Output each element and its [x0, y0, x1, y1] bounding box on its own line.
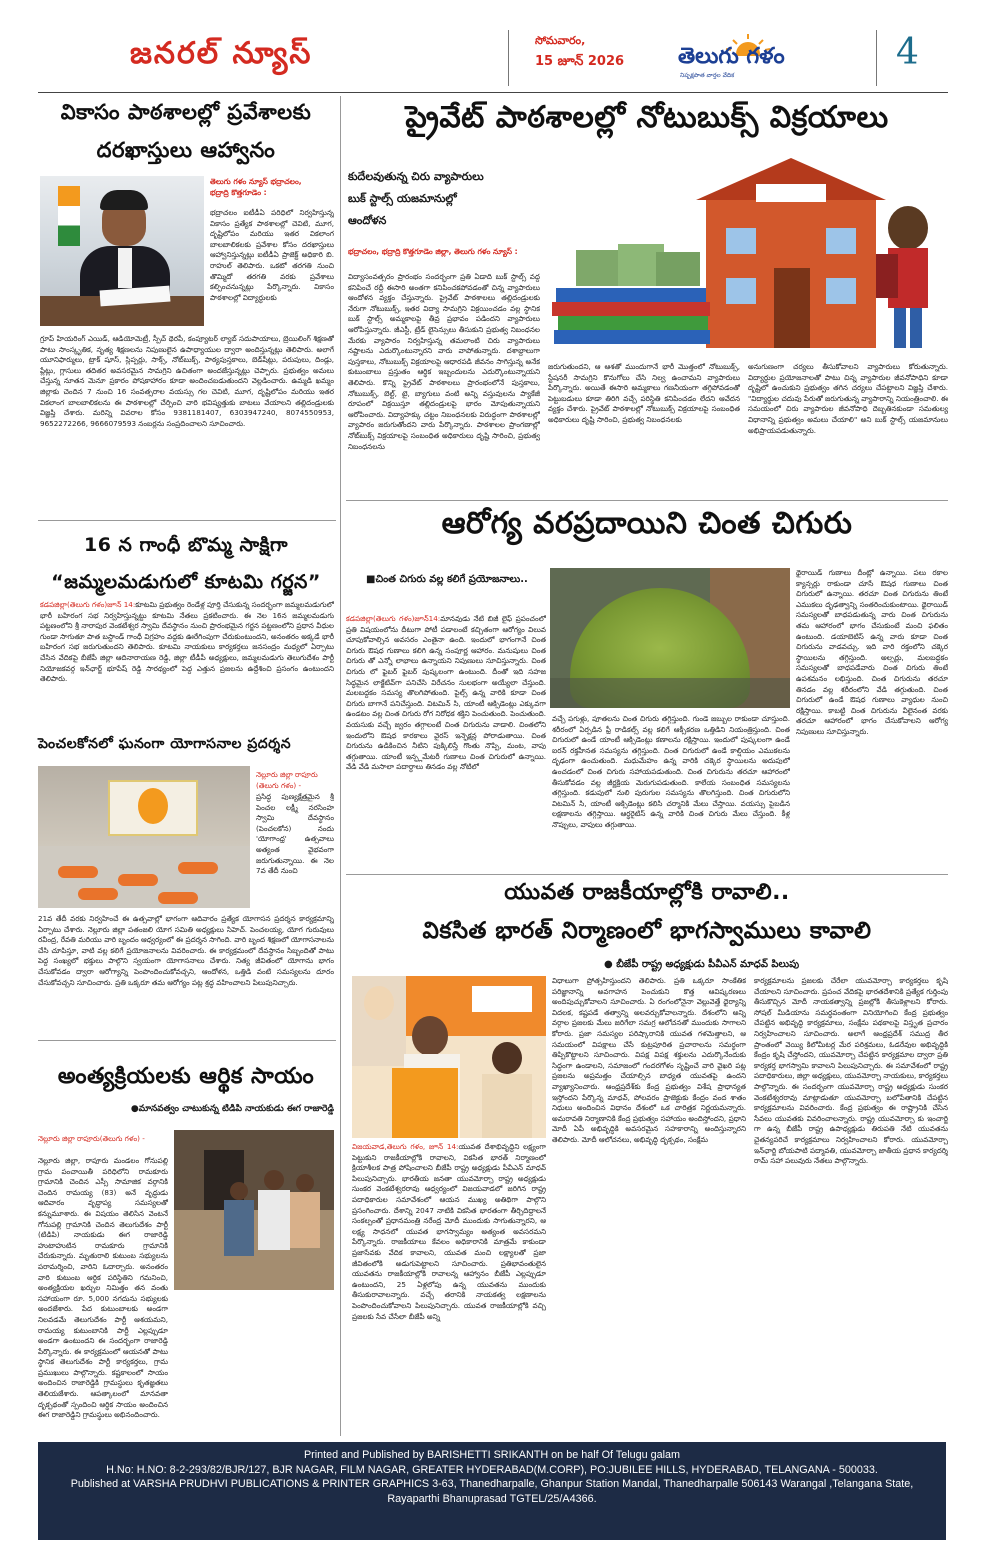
issue-date — [535, 34, 655, 72]
article-funeral — [38, 1046, 334, 1436]
bjp-col1 — [352, 1142, 546, 1436]
officer-photo — [40, 176, 204, 326]
bjp-event-photo — [352, 976, 546, 1138]
funeral-headline: అంత్యక్రియలకు ఆర్థిక సాయం — [57, 1064, 315, 1089]
vikasam-headline-1: వికాసం పాఠశాలల్లో ప్రవేశాలకు — [60, 100, 312, 124]
article-notebooks — [346, 96, 948, 498]
imprint-line-2: H.No: H.NO: 8-2-293/82/BJR/127, BJR NAGAR, FILM NAGAR, GREATER HYDERABAD(M.CORP), PO:JUBILEE HILLS, HYDERABAD, TELANGANA - 500033. — [106, 1463, 878, 1476]
notebooks-subhead-3: ఆందోళన — [348, 214, 387, 227]
tamarind-leaves-photo — [550, 568, 790, 708]
bjp-subhead: ● బీజేపీ రాష్ట్ర అధ్యక్షుడు పీవీఎన్ మాధవ్ పిలుపు — [604, 959, 800, 970]
kutami-headline-1: 16 న గాంధీ బొమ్మ సాక్షిగా — [84, 534, 288, 556]
funeral-photo — [174, 1130, 334, 1290]
issue-date-text: 15 జూన్ 2026 — [535, 54, 625, 69]
vikasam-byline-1: తెలుగు గళం న్యూస్ భద్రాచలం, — [210, 177, 302, 186]
imprint-line-3: Published at VARSHA PRUDHVI PUBLICATIONS & PRINTER GRAPHICS 3-63, Thanedharpalle, Ghanpur Station Mandal, Thanedharpalle 506143 Warangal ,Telangana State, — [70, 1478, 914, 1490]
notebooks-col2: జరుగుతుందని, ఆ ఆశతో ముందుగానే భారీ మొత్తంలో నోటుబుక్స్, స్టేషనరీ సామగ్రిని కొనుగోలు చేసి నిల్వ ఉంచామని వ్యాపారులు పేర్కొన్నారు. అయితే ఈసారి అమ్మకాలు గణనీయంగా తగ్గిపోవడంతో పెట్టుబడులు కూడా తిరిగి వచ్చే పరిస్థితి కనిపించడం లేదని ఆవేదన వ్యక్తం చేశారు. ప్రైవేట్ పాఠశాలల్లో నోటుబుక్స్ విక్రయాలపై సంబంధిత అధికారులు దృష్టి సారించి, ప్రభుత్వ నిబంధనలకు — [548, 362, 740, 424]
masthead — [38, 28, 948, 90]
yoga-body-right: ప్రసిద్ధ పుణ్యక్షేత్రమైన శ్రీ పెంచల లక్ష్మీ నరసింహ స్వామి దేవస్థానం (పెంచలకోన) నందు 'యోగాంధ్ర' ఉత్సవాలు అత్యంత వైభవంగా జరుగుతున్నాయి. ఈ నెల 7వ తేదీ నుంచి — [256, 792, 334, 876]
chintha-col2: వచ్చే పగుళ్లు, పూతలను చింత చిగురు తగ్గిస్తుంది. గుండె జబ్బుల రాకుండా చూస్తుంది. శరీరంలో ఏర్పడిన ఫ్రీ రాడికల్స్ వల్ల కలిగే ఆక్సీకరణ ఒత్తిడిని నియంత్రిస్తుంది. చింత చిగురులో ఉండే యాంటీ ఆక్సిడెంట్లు కణాలను రక్షిస్తాయి. ఇందులో పుష్కలంగా ఉండే ఐరన్ రక్తహీనత సమస్యను తగ్గిస్తుంది. చింత చిగురులో ఉండే కాల్షియం ఎముకలను దృఢంగా ఉంచుతుంది. మధుమేహం ఉన్న వారికి చక్కెర స్థాయిలను అదుపులో ఉంచడంలో చింత చిగురు సహాయపడుతుంది. చింత చిగురును తరచూ ఆహారంలో తీసుకోవడం వల్ల జీర్ణక్రియ మెరుగుపడుతుంది. కాలేయ సంబంధిత సమస్యలను తగ్గిస్తుంది. కడుపులో నులి పురుగుల సమస్యను తొలగిస్తుంది. చింత చిగురులోని విటమిన్ సి, యాంటీ ఆక్సిడెంట్లు కలిసి చర్మానికి మేలు చేస్తాయి. వయస్సు పైబడిన లక్షణాలను తగ్గిస్తాయి. ఆర్థరైటిస్ ఉన్న వారికి చింత చిగురు మేలు చేస్తుంది. కీళ్ల నొప్పులు, వాపులు తగ్గుతాయి. — [552, 714, 790, 829]
notebooks-subhead-1: కుదేలవుతున్న చిరు వ్యాపారులు — [348, 170, 484, 183]
article-bjp — [346, 880, 948, 1436]
logo-text: తెలుగు గళం — [678, 44, 785, 69]
bjp-col3: కార్యక్రమాలను ప్రజలకు చేరేలా యువమోర్చా కార్యకర్తలు కృషి చేయాలని సూచించారు. ప్రపంచ వేదికపై భారతదేశానికి ప్రత్యేక గుర్తింపు తీసుకొచ్చిన మోదీ నాయకత్వాన్ని ప్రజల్లోకి తీసుకెళ్లాలని కోరారు. సోషల్ మీడియాను సమర్థవంతంగా వినియోగించి కేంద్ర ప్రభుత్వం చేపట్టిన అభివృద్ధి కార్యక్రమాలు, సంక్షేమ పథకాలపై విస్తృత ప్రచారం నిర్వహించాలని సూచించారు. అలాగే ఆంధ్రప్రదేశ్ సముద్ర తీర ప్రాంతంలో వెయ్యి కిలోమీటర్ల మేర పరిశ్రమలు, ఓడరేవుల అభివృద్ధికి కేంద్రం కృషి చేస్తోందని, యువమోర్చా చేపట్టిన కార్యక్రమాల ద్వారా ప్రతి కార్యకర్త భాగస్వామి కావాలని పిలుపునిచ్చారు. ఈ సమావేశంలో రాష్ట్ర పదాధికారులు, జిల్లా అధ్యక్షులు, యువమోర్చా నాయకులు, కార్యకర్తలు పాల్గొన్నారు. ఈ సందర్భంగా యువమోర్చా రాష్ట్ర అధ్యక్షుడు సుంకర వెంకటేశ్వరరావు మాట్లాడుతూ యువమోర్చా బలోపేతానికి చేపట్టిన కార్యక్రమాలను వివరించారు. కేంద్ర ప్రభుత్వం ఈ రాష్ట్రానికి చేసిన సేవలు యువతకు వివరించాలన్నారు. రాష్ట్ర యువమోర్చా కు ఇంచార్జి గా ఉన్న బీజేపీ రాష్ట్ర ఉపాధ్యక్షుడు తిరుపతి నేటి యువతను చైతన్యపరిచే కార్యక్రమాలు నిర్వహించాలని కోరారు. యువమోర్చా ఇన్‌ఛార్జి బోయపాటి పద్మావతి, యువమోర్చా జాతీయ ప్రధాన కార్యదర్శి రామ్ సహా పలువురు నేతలు పాల్గొన్నారు. — [754, 976, 948, 1166]
bjp-headline-2: వికసిత భారత్ నిర్మాణంలో భాగస్వాములు కావాలి — [422, 918, 872, 944]
chintha-dateline: కడపజిల్లా(తెలుగు గళం)జూన్14: — [346, 614, 441, 623]
yoga-body: 21వ తేదీ వరకు నిర్వహించే ఈ ఉత్సవాల్లో భాగంగా ఆదివారం ప్రత్యేక యోగాసన ప్రదర్శన కార్యక్రమాన్ని ఏర్పాటు చేశారు. నెల్లూరు జిల్లా పతంజలి యోగ సమితి అధ్యక్షులు సిహెచ్. పెంచలయ్య, యోగ గురువులు రవీంద్ర, రేవతి మరియు వారి బృందం ఆధ్వర్యంలో ఈ ప్రదర్శన సాగింది. వారి బృంద శిక్షణలో యోగాసనాలను చేసి చూపిస్తూ, వాటి వల్ల కలిగే ప్రయోజనాలను వివరించారు. ఈ కార్యక్రమంలో దేవస్థానం సిబ్బందితో పాటు పెద్ద సంఖ్యలో భక్తులు పాల్గొని స్వయంగా యోగాసనాలు చేశారు. నిత్య జీవితంలో యోగాను భాగం చేసుకోవడం ద్వారా ఆరోగ్యాన్ని పెంపొందించుకోవచ్చని, ఆందోళన, ఒత్తిడి వంటి సమస్యలను దూరం చేసుకోవచ్చని సూచించారు. ప్రతి ఒక్కరూ తమ ఆరోగ్యం పట్ల శ్రద్ధ వహించాలని పిలుపునిచ్చారు. — [38, 914, 334, 987]
issue-day: సోమవారం, — [535, 34, 586, 47]
chintha-col1 — [346, 614, 546, 840]
newspaper-logo — [678, 32, 848, 82]
chintha-col3: థైరాయిడ్ గుణాలు దీంట్లో ఉన్నాయి. పలు రకాల క్యాన్సర్లు రాకుండా చూసే ఔషధ గుణాలు చింత చిగురులో ఉన్నాయి. తరచూ చింత చిగురును తింటే ఎముకలు దృఢత్వాన్ని సంతరించుకుంటాయి. థైరాయిడ్ సమస్యలతో బాధపడుతున్న వారు చింత చిగురును తమ ఆహారంలో భాగం చేసుకుంటే మంచి ఫలితం ఉంటుంది. డయాబెటిస్ ఉన్న వారు కూడా చింత చిగురును వాడవచ్చు. ఇది వారి రక్తంలోని చక్కెర స్థాయిలను తగ్గిస్తుంది. అల్సర్లు, మలబద్ధకం సమస్యలతో బాధపడేవారు చింత చిగురు తింటే ఉపశమనం లభిస్తుంది. చింత చిగురును తరచూ తినడం వల్ల శరీరంలోని వేడి తగ్గుతుంది. చింత చిగురులో ఉండే ఔషధ గుణాలు వ్యాధుల నుంచి రక్షిస్తాయి. కాబట్టి చింత చిగురును వీలైనంత వరకు తరచూ ఆహారంలో భాగం చేసుకోవాలని ఆరోగ్య నిపుణులు సూచిస్తున్నారు. — [796, 568, 948, 736]
school-building-icon — [546, 158, 948, 354]
section-title: జనరల్ న్యూస్ — [130, 36, 313, 71]
funeral-dateline: నెల్లూరు జిల్లా రాపూరు(తెలుగు గళం) - — [38, 1134, 145, 1143]
notebooks-byline: భద్రాచలం, భద్రాద్రి కొత్తగూడెం జిల్లా, తెలుగు గళం న్యూస్ : — [348, 247, 518, 256]
vikasam-body: గ్రూప్ హియరింగ్ ఎయిడ్, ఆడియోమెట్రీ, స్పీచ్ థెరపీ, కంప్యూటర్ ల్యాబ్ సదుపాయాలు, బ్రెయిలింగ్ శిక్షణతో పాటు సాంస్కృతిక, నృత్య శిక్షణలను నిపుణులైన ఉపాధ్యాయుల ద్వారా అందిస్తున్నట్లు తెలిపారు. అలాగే యూనిఫార్ములు, ట్రాక్ షూస్, స్లిప్పర్లు, సాక్స్, నోట్‌బుక్స్, పాఠ్యపుస్తకాలు, బెడ్‌షీట్లు, పరుపులు, దిండ్లు, ప్లేట్లు, గ్లాసులు తదితర అవసరమైన సామగ్రిని ఉచితంగా అందజేస్తున్నట్లు చెప్పారు. ప్రభుత్వం అమలు చేస్తున్న నూతన మెనూ ప్రకారం పోషకాహారం కూడా అందించబడుతుందని వెల్లడించారు. ఉమ్మడి ఖమ్మం జిల్లాకు చెందిన 7 నుంచి 16 సంవత్సరాల వయస్సు గల చెవిటి, మూగ, దృష్టిలోపం మరియు ఇతర వికలాంగ బాలబాలికలను ఈ పాఠశాలల్లో చేర్పించి వారి భవిష్యత్తుకు బాటలు వేయాలని తల్లిదండ్రులకు విజ్ఞప్తి చేశారు. మరిన్ని వివరాల కోసం 9381181407, 6303947240, 8074550953, 9652272266, 9666079593 నంబర్లను సంప్రదించాలని సూచించారు. — [40, 334, 334, 428]
bjp-col2: విధాలుగా ప్రోత్సహిస్తుందని తెలిపారు. ప్రతి ఒక్కరూ సాంకేతిక పరిజ్ఞానాన్ని అవగాహన పెంచుకుని కొత్త ఆవిష్కరణలు అందిపుచ్చుకోవాలని సూచించారు. ఏ రంగంలోనైనా వెల్లువెత్తే ధైర్యాన్ని విదలక, కష్టపడే తత్వాన్ని అలవర్చుకోవాలన్నారు. దేశంలోని అన్ని వర్గాల ప్రజలకు మేలు జరిగేలా సమగ్ర ఆలోచనతో ముందుకు సాగాలని కోరారు. ప్రజా సమస్యల పరిష్కారానికి యువత గళమెత్తాలని, ఆ సమయంలో విపక్షాలు చేసే కుట్రపూరిత ప్రచారాలను సమర్థంగా తిప్పికొట్టాలని సూచించారు. విపక్ష విపక్ష శక్తులను ఎదుర్కొనేందుకు సిద్ధంగా ఉండాలని, సమాజంలో గందరగోళం సృష్టించే వారి వైఖరి పట్ల ప్రజలను అప్రమత్తం చేయాల్సిన బాధ్యత యువతపై ఉందని వ్యాఖ్యానించారు. ఆంధ్రప్రదేశ్‌కు కేంద్ర ప్రభుత్వం విశేష ప్రాధాన్యత ఇస్తోందని పేర్కొన్న మాధవ్, పోలవరం ప్రాజెక్టుకు కేంద్రం వంద శాతం నిధులు అందించిన విధానం దేశంలో ఒక చారిత్రక నిర్ణయమన్నారు. అమరావతి నిర్మాణానికి కేంద్ర ప్రభుత్వం సహాయం అందిస్తోందని, ప్రధాని మోదీ ఏపీ అభివృద్ధికి అవసరమైన సహకారాన్ని అందిస్తున్నారని తెలిపారు. మోదీ ఆలోచనలు, అభివృద్ధి దృక్పథం, సంక్షేమ — [552, 976, 746, 1144]
chintha-headline: ఆరోగ్య వరప్రదాయిని చింత చిగురు — [441, 506, 853, 541]
bjp-dateline: విజయవాడ,తెలుగు గళం, జూన్ 14: — [352, 1142, 459, 1151]
chintha-subhead: ■చింత చిగురు వల్ల కలిగే ప్రయోజనాలు.. — [366, 574, 528, 585]
imprint-footer — [38, 1442, 946, 1540]
kutami-dateline: కడపజిల్లా(తెలుగు గళం)జూన్ 14: — [40, 600, 136, 609]
kutami-headline-2: “జమ్మలమడుగులో కూటమి గర్జన” — [51, 571, 321, 593]
chintha-col1-text: మానవుడు నేటి బిజీ లైఫ్ ప్రపంచంలో ప్రతి విషయంలోను దీటుగా పోటీ పడాలంటే కచ్చితంగా ఆరోగ్యం విలువ చూపుకోవాల్సిన అవసరం ఎంతైనా ఉంది. ఇందులో భాగంగానే చింత చిగురు ఔషధ గుణాలు కలిగి ఉన్న సంపూర్ణ ఆహారం. మనుషులు చింత చిగురు తో ఎన్నో లాభాలు ఉన్నాయని నిపుణులు సూచిస్తున్నారు. చింత చిగురు లో ఫైబర్ ఫైబర్ పుష్కలంగా ఉంటుంది. దీంతో ఇది సహజ సిద్ధమైన లాక్జేటివ్‌గా పనిచేసి విరేచనం సులభంగా అయ్యేలా చేస్తుంది. మలబద్దకం సమస్య తొలగిపోతుంది. పైల్స్ ఉన్న వారికి కూడా చింత చిగురు బాగానే పనిచేస్తుంది. విటమిన్ సి, యాంటీ ఆక్సిడెంట్లు ఎక్కువగా ఉండటం వల్ల చింత చిగురు రోగ నిరోధక శక్తిని పెంచుతుంది. పెంచుతుంది. వయసుకు వచ్చే జ్వరం తగ్గాలంటే చింత చిగురును వాడాలి. చింతలోని ఇందులోని ఔషధ కారకాలు వైరస్ ఇన్ఫెక్షన్ల పోరాడుతాయి. చింత చిగురును ఉడికించిన నీటిని పుక్కిలిస్తే గొంతు నొప్పి, మంట, వాపు తగ్గుతాయి. యాంటీ ఇన్ఫ్లమేటరీ గుణాలు చింత చిగురులో ఉన్నాయి. వేడి వేడి మసాలా పదార్థాలు తినడం వల్ల నోటిలో — [346, 614, 546, 772]
funeral-subhead: ●మానవత్వం చాటుకున్న టిడిపి నాయకుడు ఈగ రాజారెడ్డి — [130, 1104, 334, 1114]
article-vikasam — [38, 96, 334, 516]
logo-tagline: నిష్పక్షపాత వార్తల వేదిక — [680, 72, 735, 79]
bjp-headline-1: యువత రాజకీయాల్లోకి రావాలి.. — [504, 880, 790, 905]
article-kutami — [38, 526, 334, 726]
bjp-col1-text: యువత దేశాభివృద్ధిని లక్ష్యంగా పెట్టుకుని రాజకీయాల్లోకి రావాలని, వికసిత భారత్ నిర్మాణంలో క్రియాశీలక పాత్ర పోషించాలని బీజేపీ రాష్ట్ర అధ్యక్షుడు పీవీఎన్ మాధవ్ పిలుపునిచ్చారు. భారతీయ జనతా యువమోర్చా రాష్ట్ర అధ్యక్షుడు సుంకర వెంకటేశ్వరరావు ఆధ్వర్యంలో విజయవాడలో జరిగిన రాష్ట్ర పదాధికారుల సమావేశంలో ఆయన ముఖ్య అతిథిగా పాల్గొని ప్రసంగించారు. దేశాన్ని 2047 నాటికి వికసిత భారతంగా తీర్చిదిద్దాలనే సంకల్పంతో ప్రధానమంత్రి నరేంద్ర మోదీ ముందుకు సాగుతున్నారని, ఆ లక్ష్య సాధనలో యువత భాగస్వామ్యం అత్యంత అవసరమని పేర్కొన్నారు. రాజకీయాలు కేవలం అధికారానికి మాత్రమే కాకుండా ప్రజాసేవకు వేదిక కావాలని, యువత మంచి లక్ష్యాలతో ప్రజా జీవితంలోకి అడుగుపెట్టాలని సూచించారు. ప్రతిభావంతులైన యువతను రాజకీయాల్లోకి రావాలన్న ఆహ్వానం బీజేపీ ఎల్లప్పుడూ ఉంటుందని, 25 ఏళ్లలోపు ఉన్న యువతను ముందుకు తీసుకురావాలన్నారు. వచ్చే తరానికి నాయకత్వ లక్షణాలను పెంపొందించుకోవాలని పిలుపునిచ్చారు. యువత రాజకీయాల్లోకి వచ్చి ప్రజలకు సేవ చేసేలా బీజేపీ అన్ని — [352, 1142, 546, 1321]
notebooks-headline: ప్రైవేట్ పాఠశాలల్లో నోటుబుక్స్ విక్రయాలు — [405, 100, 889, 135]
school-illustration — [546, 158, 948, 354]
imprint-line-1: Printed and Published by BARISHETTI SRIKANTH on be half Of Telugu galam — [303, 1449, 681, 1461]
vikasam-body-right: భద్రాచలం ఐటీడీఏ పరిధిలో నిర్వహిస్తున్న వికాసం ప్రత్యేక పాఠశాలల్లో చెవిటి, మూగ, దృష్టిలోపం మరియు ఇతర వికలాంగ బాలబాలికలకు ప్రవేశాల కోసం దరఖాస్తులు ఆహ్వానిస్తున్నట్లు ఐటీడీఏ ప్రాజెక్ట్ అధికారి బి. రాహుల్ తెలిపారు. ఒకటో తరగతి నుంచి తొమ్మిదో తరగతి వరకు ప్రవేశాలు కల్పించనున్నట్లు పేర్కొన్నారు. వికాసం పాఠశాలల్లో విద్యార్థులకు — [210, 208, 334, 302]
kutami-body — [40, 600, 334, 710]
vikasam-headline-2: దరఖాస్తులు ఆహ్వానం — [96, 138, 276, 162]
vikasam-byline-2: భద్రాద్రి కొత్తగూడెం : — [210, 188, 267, 197]
notebooks-col3: అనుగుణంగా చర్యలు తీసుకోవాలని వ్యాపారులు కోరుతున్నారు. విద్యార్థుల ప్రయోజనాలతో పాటు చిన్న వ్యాపారుల జీవనోపాధిని కూడా దృష్టిలో ఉంచుకుని ప్రభుత్వం తగిన చర్యలు చేపట్టాలని విజ్ఞప్తి చేశారు. "విద్యార్థుల చదువు పేరుతో జరుగుతున్న వ్యాపారాన్ని నియంత్రించాలి. ఈ సమయంలో చిరు వ్యాపారుల జీవనోపాధి దెబ్బతినకుండా సమతుల్య విధానాన్ని ప్రభుత్వం అమలు చేయాలి" అని బుక్ స్టాల్స్ యజమానులు అభిప్రాయపడుతున్నారు. — [748, 362, 948, 435]
kutami-body-text: కూటమి ప్రభుత్వం రెండేళ్ల పూర్తి చేసుకున్న సందర్భంగా జమ్మలమడుగులో భారీ బహిరంగ సభ నిర్వహిస్తున్నట్టు కూటమి నేతలు ప్రకటించారు. ఈ నెల 16న జమ్మలమడుగు పట్టణంలోని శ్రీ నారాపుర వెంకటేశ్వర స్వామి దేవస్థానం నుంచి ప్రారంభమైన గర్జన పట్టణంలోని ప్రధాన వీధుల గుండా సాగుతూ పాత బస్టాండ్ గాంధీ విగ్రహం వద్దకు ఊరేగింపుగా చేరుకుంటుందని, అనంతరం అక్కడే భారీ బహిరంగ సభ జరుగుతుందని తెలిపారు. కూటమి నాయకులు కార్యకర్తలు జనసంద్రం మధ్యలో ఏర్పాటు చేసిన వేదికపై బీజేపీ జిల్లా ఆదినారాయణ రెడ్డి, జిల్లా టీడీపీ అధ్యక్షులు, జమ్మలమడుగు తెలుగుదేశం పార్టీ నియోజకవర్గ ఇన్‌ఛార్జ్ భూపేష్ రెడ్డి సారథ్యంలో పెద్ద ఎత్తున ప్రజలను ఉద్దేశించి ప్రసంగం ఉంటుందని తెలిపారు. — [40, 600, 334, 684]
notebooks-col1: విద్యాసంవత్సరం ప్రారంభం సందర్భంగా ప్రతి ఏడాది బుక్ స్టాల్స్ వద్ద కనిపించే రద్దీ ఈసారి అంతగా కనిపించకపోవడంతో చిన్న వ్యాపారులు ఆందోళన వ్యక్తం చేస్తున్నారు. ప్రైవేట్ పాఠశాలలు తల్లిదండ్రులకు నేరుగా నోటుబుక్స్, ఇతర విద్యా సామగ్రిని విక్రయించడం వల్ల స్థానిక బుక్ స్టాల్స్ అమ్మకాలపై తీవ్ర ప్రభావం పడిందని వ్యాపారులు ఆరోపిస్తున్నారు. జీఎస్టీ, ట్రేడ్ లైసెన్సులు తీసుకుని ప్రభుత్వ నిబంధనల మేరకు వ్యాపారం నిర్వహిస్తున్న తమలాంటి చిరు వ్యాపారులు నష్టాలను ఎదుర్కొంటున్నారని వారు వాపోతున్నారు. దశాబ్దాలుగా పుస్తకాలు, నోటుబుక్స్ విక్రయాలపై ఆధారపడి జీవనం సాగిస్తున్న అనేక కుటుంబాలు ప్రస్తుతం ఆర్థిక ఇబ్బందులను ఎదుర్కొంటున్నాయని తెలిపారు. కొన్ని ప్రైవేట్ పాఠశాలలు ప్రారంభంలోనే పుస్తకాలు, నోటుబుక్స్, బెల్ట్, టై, బ్యాగులు వంటి అన్ని వస్తువులను ప్యాకేజీ రూపంలో విక్రయిస్తూ తల్లిదండ్రులపై భారం మోపుతున్నాయని ఆరోపించారు. విద్యాహక్కు చట్టం నిబంధనలకు విరుద్ధంగా పాఠశాలల్లో వ్యాపారం జరుగుతోందని వారు పేర్కొన్నారు. పాఠశాలల ప్రాంగణాల్లో నోట్‌బుక్స్ విక్రయాలపై సంబంధిత అధికారులు దృష్టి సారించి, ప్రభుత్వ నిబంధనలను — [348, 272, 540, 451]
yoga-headline: పెంచలకోనలో ఘనంగా యోగాసనాల ప్రదర్శన — [38, 736, 292, 752]
yoga-dateline: నెల్లూరు జిల్లా రాపూరు (తెలుగు గళం) - — [256, 770, 318, 790]
page-number: 4 — [896, 32, 919, 73]
article-yoga — [38, 730, 334, 1030]
imprint-line-4: Rayaparthi Bhanuprasad TGTEL/25/A4366. — [387, 1492, 597, 1505]
article-chintha — [346, 504, 948, 840]
funeral-body: నెల్లూరు జిల్లా, రాపూరు మండలం గోనుపల్లి గ్రామ పంచాయితీ పరిధిలోని రామకూరు గ్రామానికి చెందిన ఎస్సీ సామాజిక వర్గానికి చెందిన రామయ్య (83) అనే వృద్ధుడు ఆదివారం వృద్ధాప్య సమస్యలతో కన్నుమూశారు. ఈ విషయం తెలిసిన వెంటనే గోనుపల్లి గ్రామానికి చెందిన తెలుగుదేశం పార్టీ (టిడిపి) నాయకుడు ఈగ రాజారెడ్డి హుటాహుటిన రామకూరు గ్రామానికి చేరుకున్నారు. మృతురాలి కుటుంబ సభ్యులను పరామర్శించి, వారిని ఓదార్చారు. అనంతరం వారి కుటుంబ ఆర్థిక పరిస్థితిని గమనించి, అంత్యక్రియల ఖర్చుల నిమిత్తం తన వంతు సహాయంగా రూ. 5,000 నగదును సభ్యులకు అందజేశారు. పేద కుటుంబాలకు అండగా నిలవడమే తెలుగుదేశం పార్టీ ఆశయమని, రామయ్య కుటుంబానికి పార్టీ ఎల్లప్పుడూ అండగా ఉంటుందని ఈ సందర్భంగా రాజారెడ్డి పేర్కొన్నారు. ఈ కార్యక్రమంలో ఆయనతో పాటు స్థానిక తెలుగుదేశం పార్టీ కార్యకర్తలు, గ్రామ ప్రముఖులు పాల్గొన్నారు. కష్టకాలంలో సాయం అందించిన రాజారెడ్డికి గ్రామస్థులు కృతజ్ఞతలు తెలియజేశారు. ఆపత్కాలంలో మానవతా దృక్పథంతో స్పందించి ఆర్థిక సాయం అందించిన ఈగ రాజారెడ్డిని గ్రామస్థులు అభినందించారు. — [38, 1156, 168, 1420]
yoga-photo — [38, 766, 250, 908]
notebooks-subhead-2: బుక్ స్టాల్స్ యజమానుల్లో — [348, 192, 457, 205]
